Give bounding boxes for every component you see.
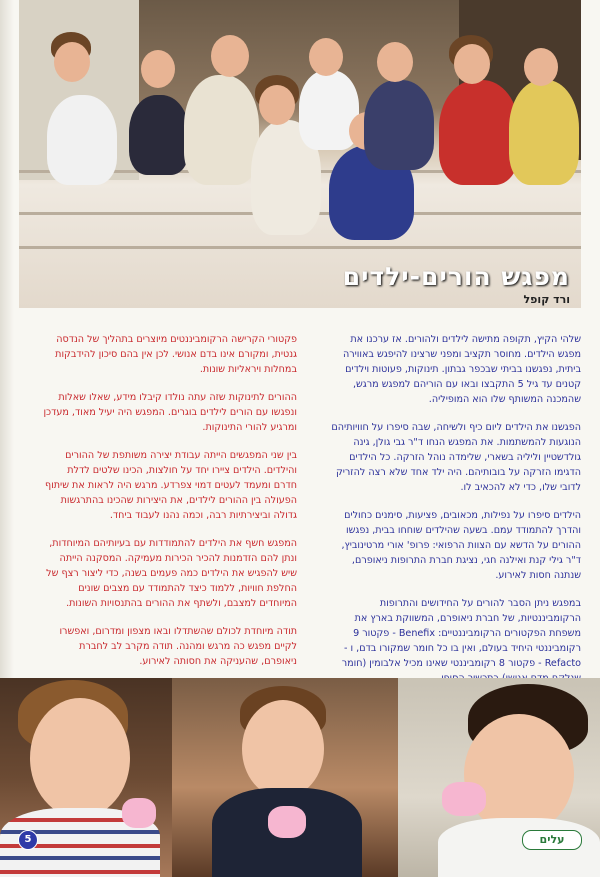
- article-byline: ורד קופל: [523, 293, 570, 306]
- photo-child: [364, 80, 434, 170]
- photo-icecream: [122, 798, 156, 828]
- photo-child-head: [454, 44, 490, 84]
- photo-icecream: [442, 782, 486, 816]
- photo-child-head: [141, 50, 175, 88]
- paragraph: הפגשנו את הילדים ליום כיף ולשיחה, שבה סיפרו על חוויותיהם הנוגעות להמשתמות. את המפגש הנחו ד"ר גבי גולן, גינה גולדשטיין וליליה בשארי, שלימדה נוהל הזרקה. כל הילדים הדגימו הזרקה על בובותיהם. היה ילד אחד שלא רצה להזריק לדובי שלו, כדי לא להכאיב לו.: [331, 422, 581, 493]
- photo-child-face: [464, 714, 574, 834]
- photo-child-face: [30, 698, 130, 818]
- bottom-photo-boy-with-icecream: [172, 678, 398, 877]
- photo-child: [47, 95, 117, 185]
- photo-child: [184, 75, 259, 185]
- paragraph: המפגש חשף את הילדים להתמודדות עם בעיותיהם המיוחדות, ונתן להם הזדמנות להכיר הכירות מעמיקה. המסקנה הייתה שיש להפגיש את הילדים כמה פעמים בשנה, כדי ליצור רצף של החלפת חוויות, ללמוד כיצד להתמודד עם מצבים שונים המיוחדים למצבם, ולשתף את ההורים בהתנסויות השונות.: [46, 538, 297, 609]
- article-column-right: [326, 332, 581, 699]
- paragraph: שלהי הקיץ, תקופה מתישה לילדים ולהורים. אז ערכנו את מפגש הילדים. מחוסר תקציב ומפני שרצינו להיפגש באווירה ביתית, נפגשנו בביתי שבכפר גבתון. תינוקות, פעוטות וילדים קטנים עד גיל 5 התקבצו ובאו עם הוריהם למפגש מרגש, שהמכנה המשותף שלו הוא המופיליה.: [342, 334, 581, 405]
- paragraph: הילדים סיפרו על נפילות, מכאובים, פציעות, סימנים כחולים והדרך להתמודד עמם. בשעה שהילדים שוחחו בבית, נפגשו ההורים על הדשא עם הצוות הרפואי: פרופ' אורי מרטינוביץ, ד"ר גילי קנת ואילנה חגי, נציגת חברת התרופות ניאופרם, שנתנה חסות לאירוע.: [341, 510, 581, 581]
- photo-child-head: [211, 35, 249, 77]
- photo-icecream: [268, 806, 306, 838]
- photo-child-head: [309, 38, 343, 76]
- article-headline: מפגש הורים-ילדים: [342, 262, 570, 291]
- photo-child-head: [377, 42, 413, 82]
- photo-child-head: [259, 85, 295, 125]
- paragraph: ההורים לתינוקות שזה עתה נולדו קיבלו מידע, שאלו שאלות ונפגשו עם הורים לילדים בוגרים. המפגש היה יעיל מאוד, מעדכן ומרגיע להורי התינוקות.: [43, 392, 297, 433]
- article-column-left: [42, 332, 297, 682]
- paragraph: פקטורי הקרישה הרקומביננטים מיוצרים בתהליך של הנדסה גנטית, ומקורם אינו בדם אנושי. לכן אין בהם סיכון להידבקות במחלות ויראליות שונות.: [55, 334, 297, 375]
- paragraph: במפגש ניתן הסבר להורים על החידושים והתרופות הרקומביננטיות, של חברת ניאופרם, המשווקת בארץ את משפחת הפקטורים הרקומביננטיים: Benefix - פקטור 9 רקומביננטי היחיד בעולם, ואין בו כל חומר שמקורו בדם, ו - Refacto - פקטור 8 רקומביננטי שאינו מכיל אלבומין (חומר: [341, 598, 581, 669]
- photo-child: [509, 80, 579, 185]
- photo-child: [439, 80, 519, 185]
- photo-child: [129, 95, 189, 175]
- photo-child-face: [242, 700, 324, 798]
- page-number-badge: 5: [18, 830, 38, 850]
- paragraph: תודה מיוחדת לכולם שהשתדלו ובאו מצפון ומדרום, ואפשרו לקיים מפגש כה מרגש ומהנה. תודה מקרב לב לחברת ניאופרם, שהעניקה את חסותה לאירוע.: [59, 626, 297, 667]
- magazine-brand-label: עלים: [522, 830, 582, 850]
- photo-child-head: [54, 42, 90, 82]
- paragraph: בין שני המפגשים הייתה עבודת יצירה משותפת של ההורים והילדים. הילדים ציירו יחד על חולצות, הכינו שלטים לדלת חדרם ומעמד לעטים דמוי צפרדע. מרגש היה לראות את שיתוף הפעולה בין ההורים לילדים, את היצירות שהכינו בהתרגשות גדולה וביצירתיות רבה, וכמה נהנו לעבוד ביחד.: [45, 450, 297, 521]
- photo-step-edge: [19, 246, 581, 249]
- photo-child-head: [524, 48, 558, 86]
